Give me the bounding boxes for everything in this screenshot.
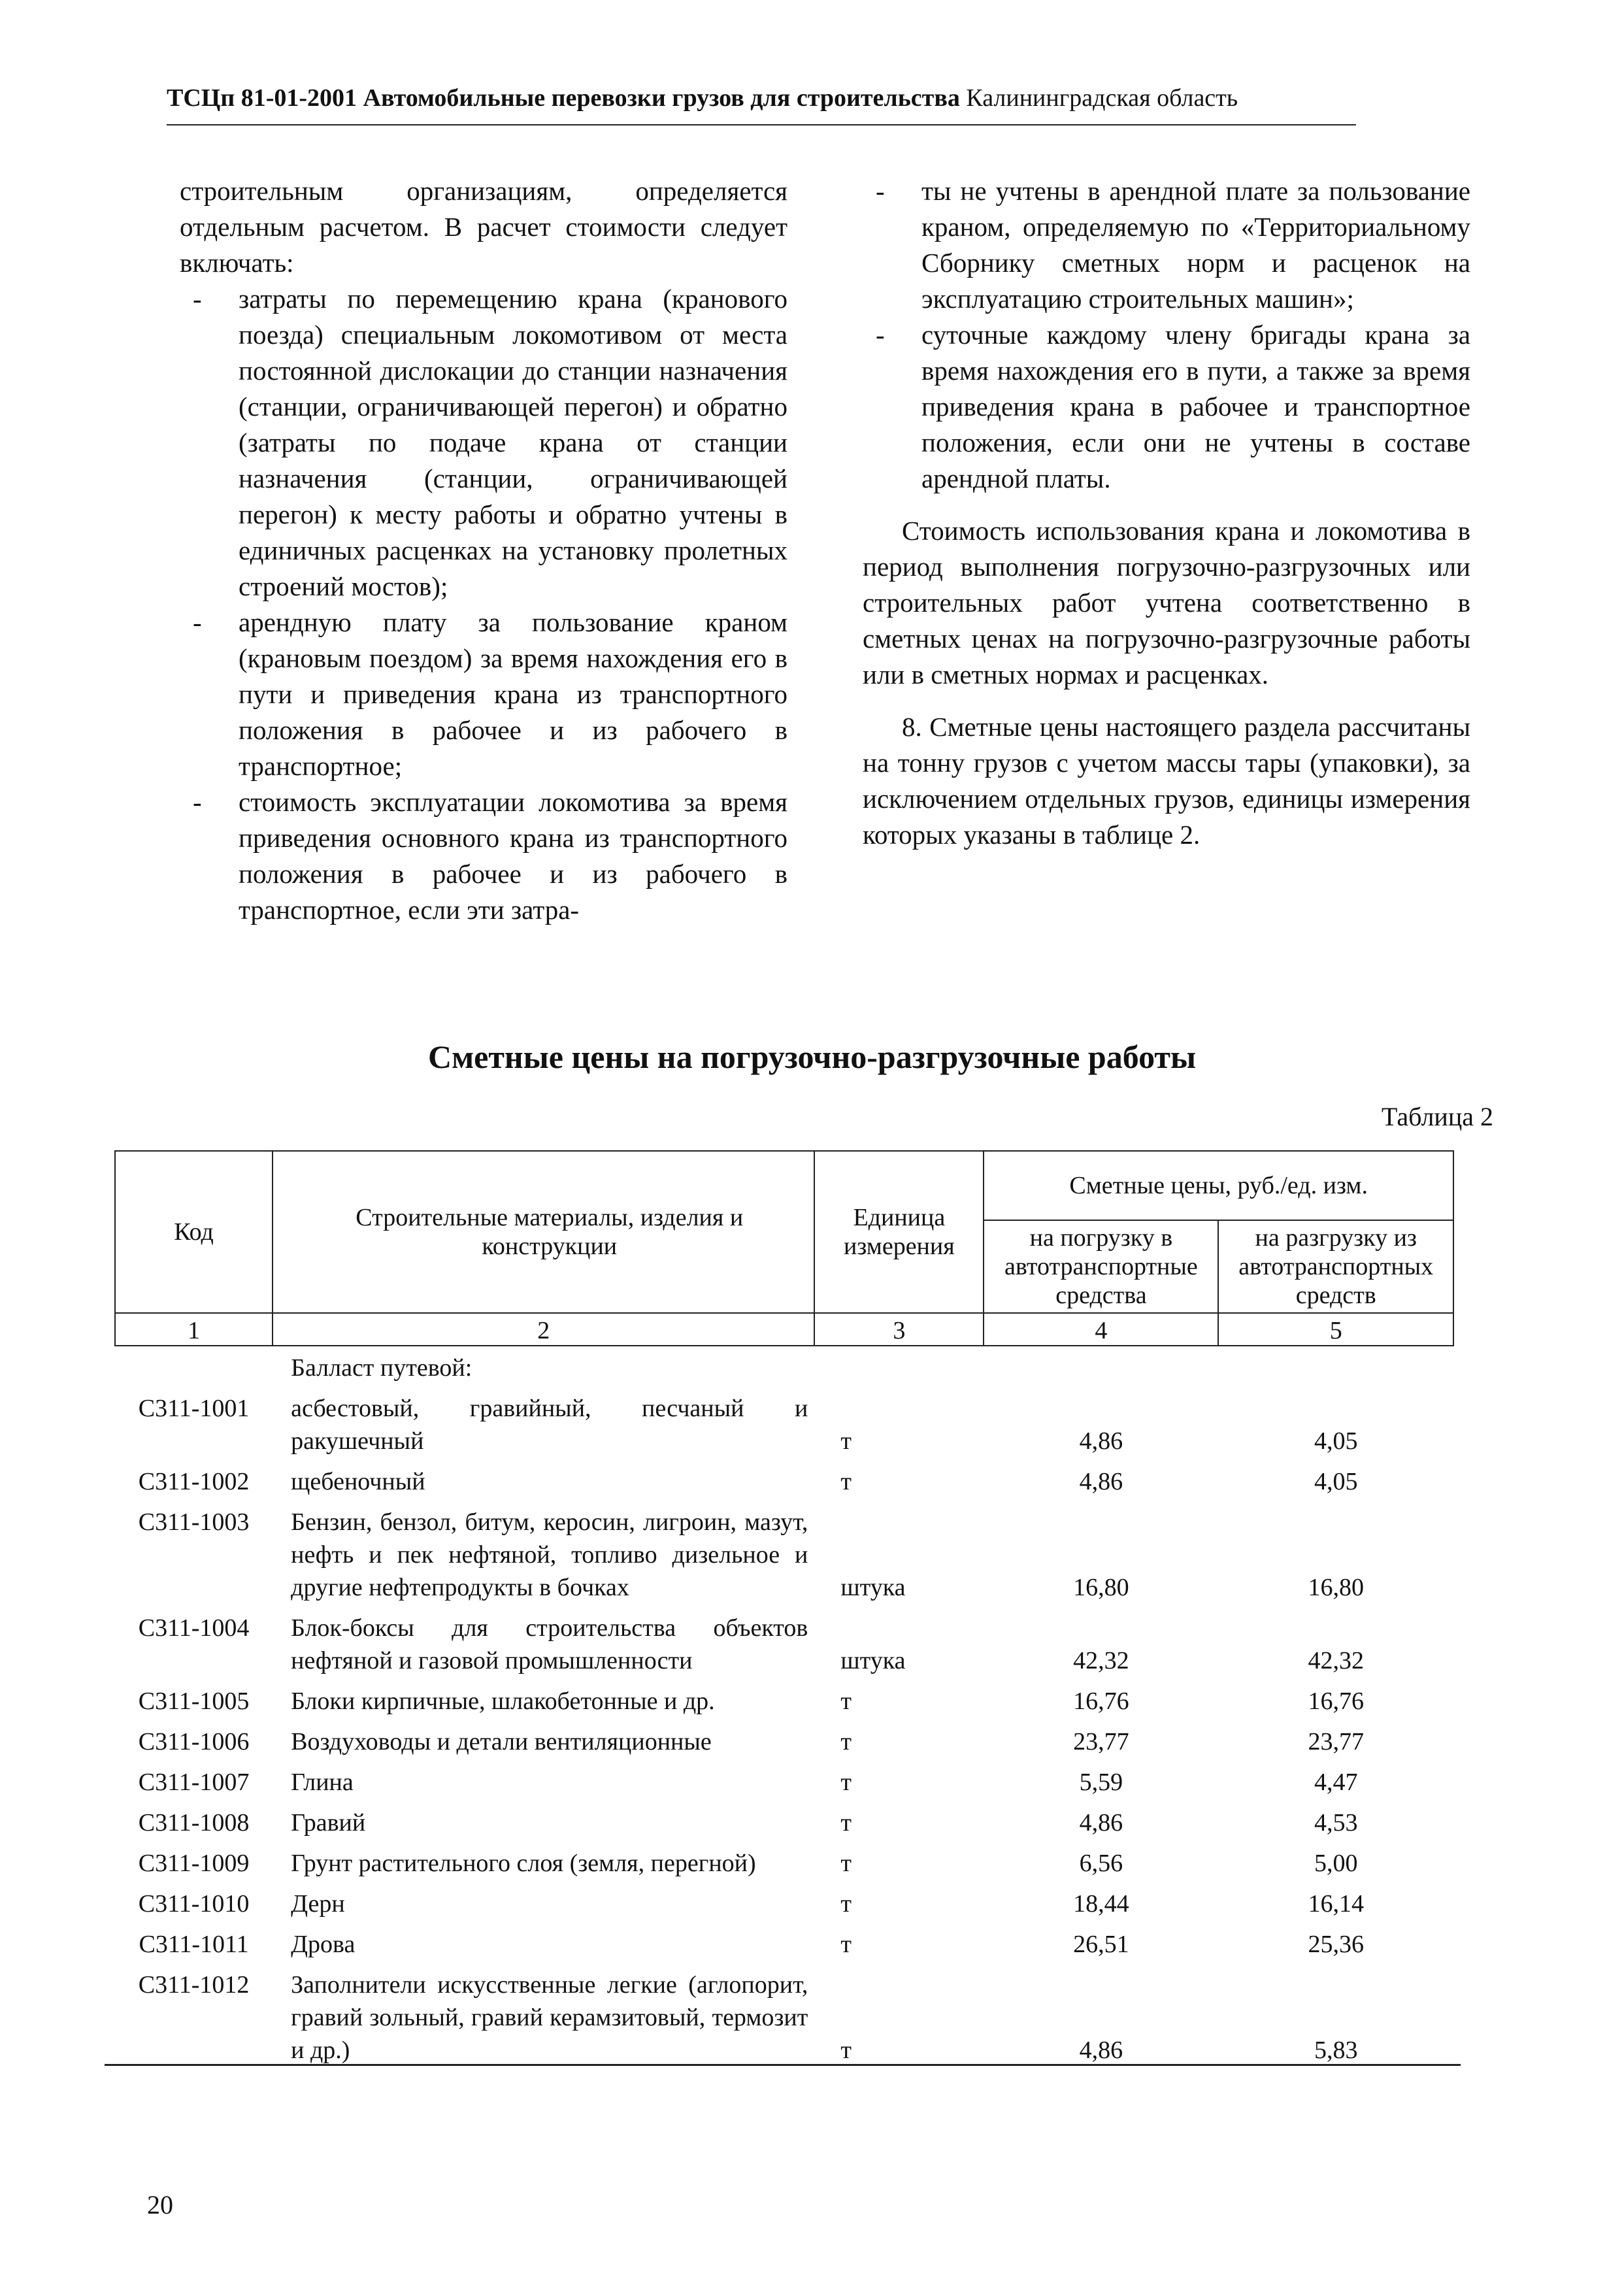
row-unit: т — [840, 2036, 852, 2064]
table-row — [115, 1965, 1453, 2070]
row-unit: штука — [840, 1574, 906, 1601]
row-name: Дерн — [291, 1890, 345, 1918]
row-load-price: 16,80 — [1073, 1574, 1129, 1601]
table-row — [115, 1461, 1453, 1502]
page-number: 20 — [147, 2190, 173, 2219]
row-name: щебеночный — [291, 1468, 425, 1495]
header-load: на погрузку в автотранспортные средства — [984, 1220, 1218, 1313]
header-unload: на разгрузку из автотранспортных средств — [1218, 1220, 1453, 1313]
row-code: С311-1004 — [138, 1614, 250, 1642]
row-name: Глина — [291, 1769, 354, 1796]
left-bullet-list — [180, 281, 787, 928]
row-load-price: 4,86 — [1079, 1427, 1123, 1455]
table-row — [115, 1608, 1453, 1681]
row-unit: т — [840, 1468, 852, 1495]
left-intro-text: строительным организациям, определяется отдельным расчетом. В расчет стоимости следует включать: — [180, 176, 787, 278]
row-load-price: 4,86 — [1079, 1468, 1123, 1495]
row-load-price: 18,44 — [1073, 1890, 1129, 1918]
row-code: С311-1002 — [138, 1468, 250, 1495]
table-row — [115, 1721, 1453, 1762]
row-code: С311-1010 — [138, 1890, 250, 1918]
row-unload-price: 16,80 — [1308, 1574, 1364, 1601]
paragraph-crane-cost: Стоимость использования крана и локомотива в период выполнения погрузочно-разгрузочных или строительных работ учтена соответственно в сметных ценах на погрузочно-разгрузочные работы или в сметных нормах и расценках. — [863, 516, 1470, 690]
bullet-item: - стоимость эксплуатации локомотива за время приведения основного крана из транспортного положения в рабочее и из рабочего в транспортное, если эти затра- — [180, 784, 787, 928]
row-unload-price: 5,83 — [1314, 2036, 1358, 2064]
row-code: С311-1008 — [138, 1809, 250, 1837]
table-row — [115, 1803, 1453, 1843]
row-unload-price: 5,00 — [1314, 1850, 1358, 1877]
row-unload-price: 42,32 — [1308, 1647, 1364, 1674]
header-materials: Строительные материалы, изделия и конструкции — [273, 1151, 814, 1313]
row-name: Воздуховоды и детали вентиляционные — [291, 1728, 712, 1755]
table-row — [115, 1762, 1453, 1803]
row-load-price: 16,76 — [1073, 1687, 1129, 1715]
page-header — [167, 84, 1356, 125]
table-row — [115, 1924, 1453, 1965]
row-unit: т — [840, 1687, 852, 1715]
row-unload-price: 4,05 — [1314, 1427, 1358, 1455]
row-name: Заполнители искусственные легкие (аглопорит, гравий зольный, гравий керамзитовый, термозит и др.) — [291, 1971, 808, 2064]
row-code: С311-1009 — [138, 1850, 250, 1877]
row-unit: т — [840, 1850, 852, 1877]
bullet-continuation-text: ты не учтены в арендной плате за пользование краном, определяемую по «Территориальному Сборнику сметных норм и расценок на эксплуатацию строительных машин»; — [921, 176, 1470, 314]
section-title: Сметные цены на погрузочно-разгрузочные работы — [427, 1039, 1197, 1075]
group-title: Балласт путевой: — [291, 1354, 472, 1382]
row-unload-price: 4,05 — [1314, 1468, 1358, 1495]
row-unit: т — [840, 1769, 852, 1796]
row-code: С311-1011 — [139, 1931, 249, 1958]
bullet-item: - суточные каждому члену бригады крана за время нахождения его в пути, а также за время приведения крана в рабочее и транспортное положения, если они не учтены в составе арендной платы. — [863, 317, 1470, 497]
bullet-item: - арендную плату за пользование краном (крановым поездом) за время нахождения его в пути и приведения крана из транспортного положения в рабочее и из рабочего в транспортное; — [180, 605, 787, 784]
table-row — [115, 1681, 1453, 1721]
row-name: Грунт растительного слоя (земля, перегной) — [291, 1850, 756, 1877]
row-unload-price: 16,14 — [1308, 1890, 1364, 1918]
row-load-price: 6,56 — [1079, 1850, 1123, 1877]
header-unit: Единица измерения — [814, 1151, 984, 1313]
table-label: Таблица 2 — [1381, 1102, 1493, 1131]
bullet-continuation — [863, 173, 1470, 317]
row-unload-price: 23,77 — [1308, 1728, 1364, 1755]
right-column — [863, 173, 1470, 853]
row-unload-price: 16,76 — [1308, 1687, 1364, 1715]
row-code: С311-1006 — [138, 1728, 250, 1755]
table-row — [115, 1502, 1453, 1608]
row-unit: т — [840, 1890, 852, 1918]
row-load-price: 4,86 — [1079, 1809, 1123, 1837]
row-name: Блок-боксы для строительства объектов нефтяной и газовой промышленности — [291, 1614, 808, 1674]
row-load-price: 4,86 — [1079, 2036, 1123, 2064]
row-load-price: 42,32 — [1073, 1647, 1129, 1674]
table-bottom-rule — [105, 2064, 1461, 2066]
table-row — [115, 1884, 1453, 1924]
row-code: С311-1005 — [138, 1687, 250, 1715]
left-column — [180, 173, 787, 928]
column-number: 4 — [984, 1313, 1218, 1346]
row-unit: т — [840, 1809, 852, 1837]
price-table — [114, 1150, 1454, 2070]
document-title: ТСЦп 81-01-2001 Автомобильные перевозки грузов для строительства — [167, 84, 960, 112]
row-name: Дрова — [291, 1931, 356, 1958]
row-load-price: 5,59 — [1079, 1769, 1123, 1796]
row-name: Гравий — [291, 1809, 366, 1837]
row-name: асбестовый, гравийный, песчаный и ракушечный — [291, 1395, 808, 1455]
row-load-price: 26,51 — [1073, 1931, 1129, 1958]
column-number: 5 — [1218, 1313, 1453, 1346]
table-row — [115, 1388, 1453, 1461]
bullet-item: - затраты по перемещению крана (кранового поезда) специальным локомотивом от места постоянной дислокации до станции назначения (станции, ограничивающей перегон) и обратно (затраты по подаче крана от станции назначения (станции, ограничивающей перегон) к месту работы и обратно учтены в единичных расценках на установку пролетных строений мостов); — [180, 281, 787, 605]
row-load-price: 23,77 — [1073, 1728, 1129, 1755]
row-unit: штука — [840, 1647, 906, 1674]
row-code: С311-1012 — [138, 1971, 250, 1999]
table-row — [115, 1843, 1453, 1884]
right-bullet-list — [863, 173, 1470, 497]
row-unload-price: 4,53 — [1314, 1809, 1358, 1837]
row-name: Бензин, бензол, битум, керосин, лигроин, мазут, нефть и пек нефтяной, топливо дизельное и другие нефтепродукты в бочках — [291, 1508, 808, 1601]
region-name: Калининградская область — [966, 84, 1238, 112]
column-number: 1 — [115, 1313, 273, 1346]
column-number-row — [115, 1313, 1453, 1346]
column-number: 3 — [814, 1313, 984, 1346]
table-body — [115, 1346, 1453, 2070]
row-unit: т — [840, 1931, 852, 1958]
row-name: Блоки кирпичные, шлакобетонные и др. — [291, 1687, 715, 1715]
header-prices: Сметные цены, руб./ед. изм. — [984, 1151, 1453, 1220]
header-code: Код — [115, 1151, 273, 1313]
row-code: С311-1007 — [138, 1769, 250, 1796]
row-unit: т — [840, 1427, 852, 1455]
column-number: 2 — [273, 1313, 814, 1346]
row-unit: т — [840, 1728, 852, 1755]
paragraph-item-8: 8. Сметные цены настоящего раздела рассчитаны на тонну грузов с учетом массы тары (упаковки), за исключением отдельных грузов, единицы измерения которых указаны в таблице 2. — [863, 712, 1470, 850]
table-row — [115, 1346, 1453, 1388]
row-code: С311-1001 — [138, 1395, 250, 1422]
row-unload-price: 25,36 — [1308, 1931, 1364, 1958]
row-unload-price: 4,47 — [1314, 1769, 1358, 1796]
row-code: С311-1003 — [138, 1508, 250, 1536]
